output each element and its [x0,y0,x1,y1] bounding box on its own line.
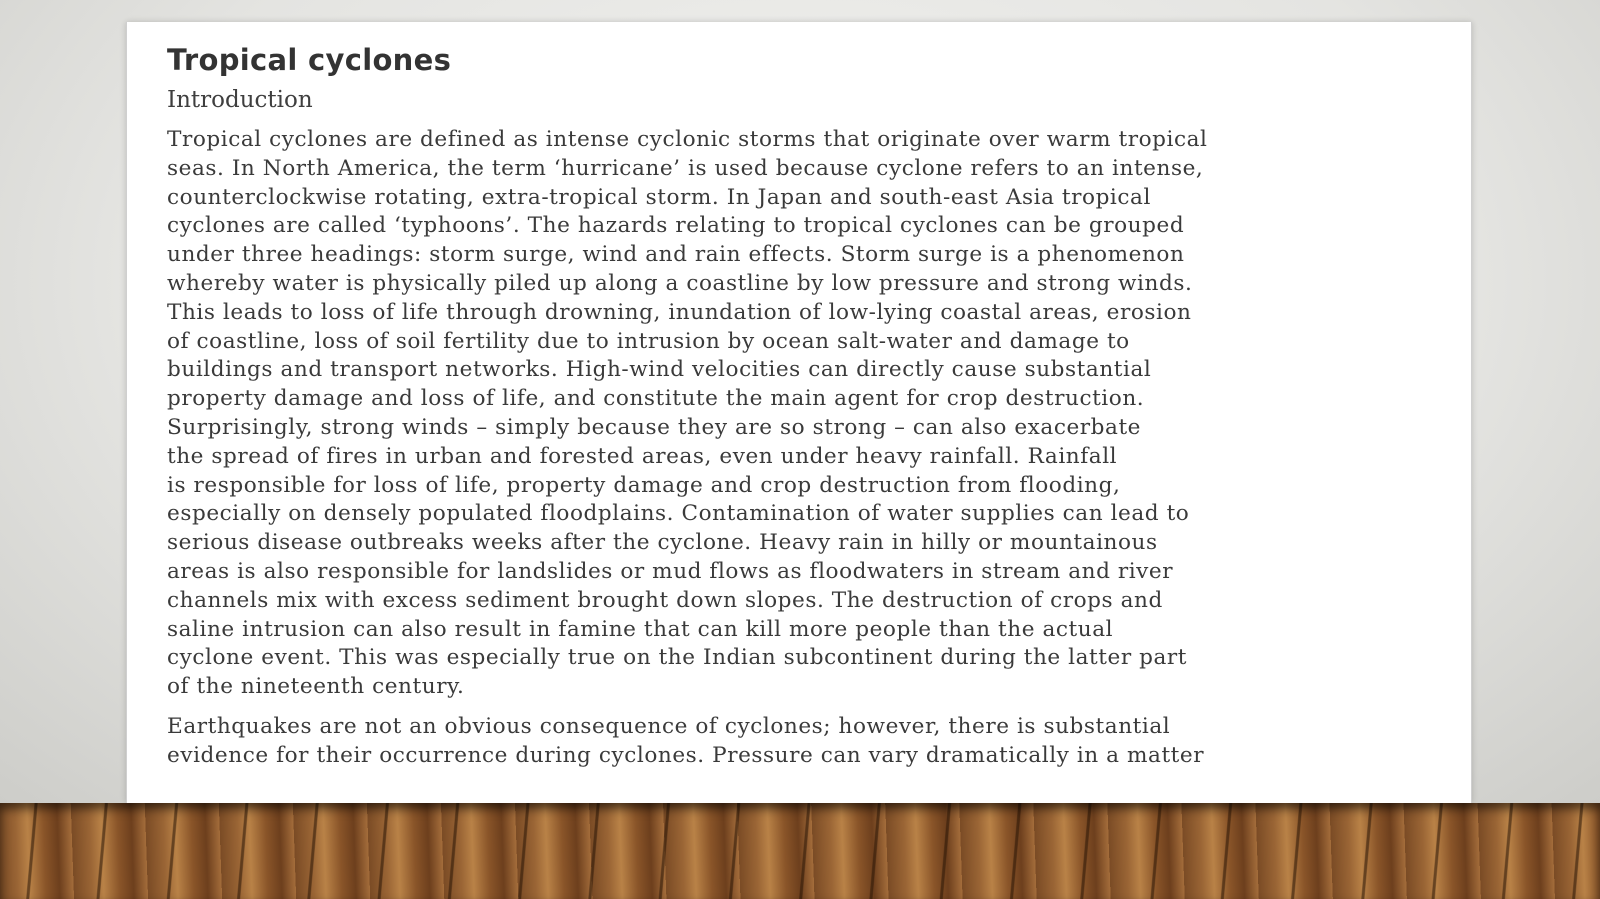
document-page [126,22,1472,803]
document-title: Tropical cyclones [167,43,452,77]
paragraph-1: Tropical cyclones are defined as intense cyclonic storms that originate over warm tropical seas. In North America, the term ‘hurricane’ is used because cyclone refers to an intense, counterclockwise rotating, extra-tropical storm. In Japan and south-east Asia tropical cyclones are called ‘typhoons’. The hazards relating to tropical cyclones can be grouped under three headings: storm surge, wind and rain effects. Storm surge is a phenomenon whereby water is physically piled up along a coastline by low pressure and strong winds. This leads to loss of life through drowning, inundation of low-lying coastal areas, erosion of coastline, loss of soil fertility due to intrusion by ocean salt-water and damage to buildings and transport networks. High-wind velocities can directly cause substantial property damage and loss of life, and constitute the main agent for crop destruction. Surprisingly, strong winds – simply because they are so strong – can also exacerbate the spread of fires in urban and forested areas, even under heavy rainfall. Rainfall is responsible for loss of life, property damage and crop destruction from flooding, especially on densely populated floodplains. Contamination of water supplies can lead to serious disease outbreaks weeks after the cyclone. Heavy rain in hilly or mountainous areas is also responsible for landslides or mud flows as floodwaters in stream and river channels mix with excess sediment brought down slopes. The destruction of crops and saline intrusion can also result in famine that can kill more people than the actual cyclone event. This was especially true on the Indian subcontinent during the latter part of the nineteenth century. [167,127,1208,700]
wooden-floor [0,803,1600,899]
section-heading: Introduction [167,87,313,113]
document-content [167,40,1447,771]
paragraph-2: Earthquakes are not an obvious consequence of cyclones; however, there is substantial evidence for their occurrence during cyclones. Pressure can vary dramatically in a matter [167,713,1205,768]
